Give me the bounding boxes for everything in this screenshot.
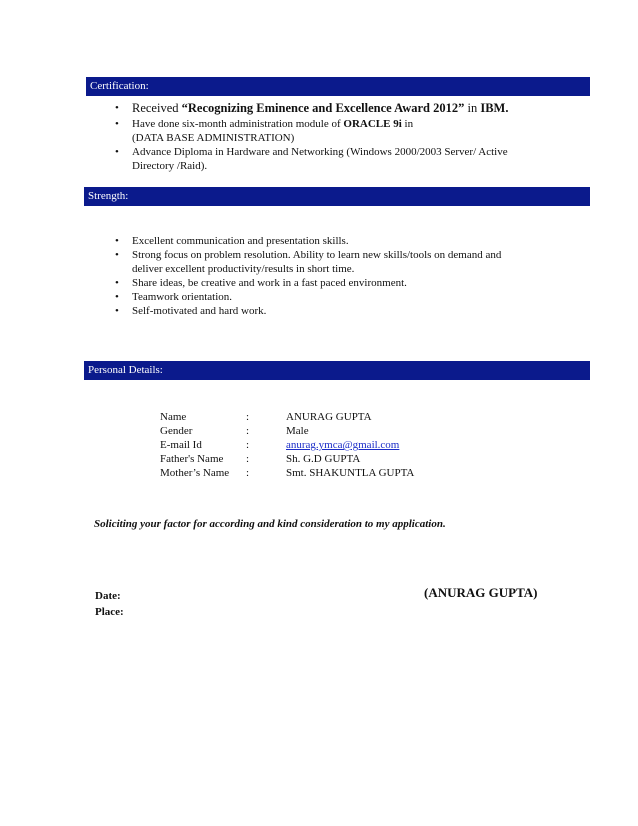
detail-separator: :	[246, 453, 250, 465]
bullet-icon: •	[115, 249, 119, 261]
detail-row-gender	[160, 424, 414, 438]
place-label: Place:	[95, 606, 124, 618]
strength-text: Self-motivated and hard work.	[132, 305, 267, 317]
detail-row-name	[160, 410, 414, 424]
bullet-icon: •	[115, 118, 119, 130]
detail-value	[286, 438, 399, 452]
list-item	[100, 145, 540, 173]
strength-text: Excellent communication and presentation skills.	[132, 235, 349, 247]
email-link[interactable]: anurag.ymca@gmail.com	[286, 439, 400, 451]
cert-text: in	[401, 118, 414, 130]
bullet-icon: •	[115, 235, 119, 247]
detail-value: ANURAG GUPTA	[286, 411, 372, 423]
detail-row-father	[160, 452, 414, 466]
cert-text: Directory /Raid).	[132, 160, 208, 172]
bullet-icon: •	[115, 146, 119, 158]
list-item	[100, 304, 530, 318]
detail-label: Gender	[160, 425, 193, 437]
detail-separator: :	[246, 439, 250, 451]
strength-text: Teamwork orientation.	[132, 291, 233, 303]
cert-text: Advance Diploma in Hardware and Networking (Windows 2000/2003 Server/ Active	[132, 146, 508, 158]
bullet-icon: •	[115, 305, 119, 317]
detail-value: Sh. G.D GUPTA	[286, 453, 361, 465]
list-item	[100, 248, 530, 276]
cert-text: in	[464, 101, 481, 115]
detail-separator: :	[246, 411, 250, 423]
list-item	[100, 290, 530, 304]
bullet-icon: •	[115, 291, 119, 303]
strength-list	[100, 234, 530, 318]
certification-list	[100, 100, 540, 173]
date-place-block	[95, 588, 124, 620]
detail-label: Name	[160, 411, 187, 423]
detail-label: Father's Name	[160, 453, 224, 465]
strength-header: Strength:	[84, 187, 590, 206]
module-name: ORACLE 9i	[343, 118, 402, 130]
list-item	[100, 117, 540, 145]
strength-text: Strong focus on problem resolution. Ability to learn new skills/tools on demand and	[132, 249, 502, 261]
date-label: Date:	[95, 590, 121, 602]
detail-label: Mother’s Name	[160, 467, 230, 479]
certification-header: Certification:	[86, 77, 590, 96]
bullet-icon: •	[115, 102, 119, 114]
detail-value: Male	[286, 425, 309, 437]
list-item	[100, 276, 530, 290]
personal-details-table	[160, 410, 414, 480]
detail-row-email	[160, 438, 414, 452]
org-name: IBM.	[480, 101, 509, 115]
closing-statement: Soliciting your factor for according and kind consideration to my application.	[94, 518, 446, 530]
list-item	[100, 100, 540, 117]
bullet-icon: •	[115, 277, 119, 289]
detail-value: Smt. SHAKUNTLA GUPTA	[286, 467, 415, 479]
signature-name: (ANURAG GUPTA)	[424, 585, 538, 600]
detail-label: E-mail Id	[160, 439, 202, 451]
detail-separator: :	[246, 467, 250, 479]
cert-text: Received	[132, 101, 182, 115]
strength-text: deliver excellent productivity/results in short time.	[132, 263, 355, 275]
detail-row-mother	[160, 466, 414, 480]
cert-text: (DATA BASE ADMINISTRATION)	[132, 132, 295, 144]
list-item	[100, 234, 530, 248]
personal-details-header: Personal Details:	[84, 361, 590, 380]
strength-text: Share ideas, be creative and work in a fast paced environment.	[132, 277, 407, 289]
award-name: “Recognizing Eminence and Excellence Award 2012”	[181, 101, 465, 115]
cert-text: Have done six-month administration module of	[132, 118, 344, 130]
detail-separator: :	[246, 425, 250, 437]
